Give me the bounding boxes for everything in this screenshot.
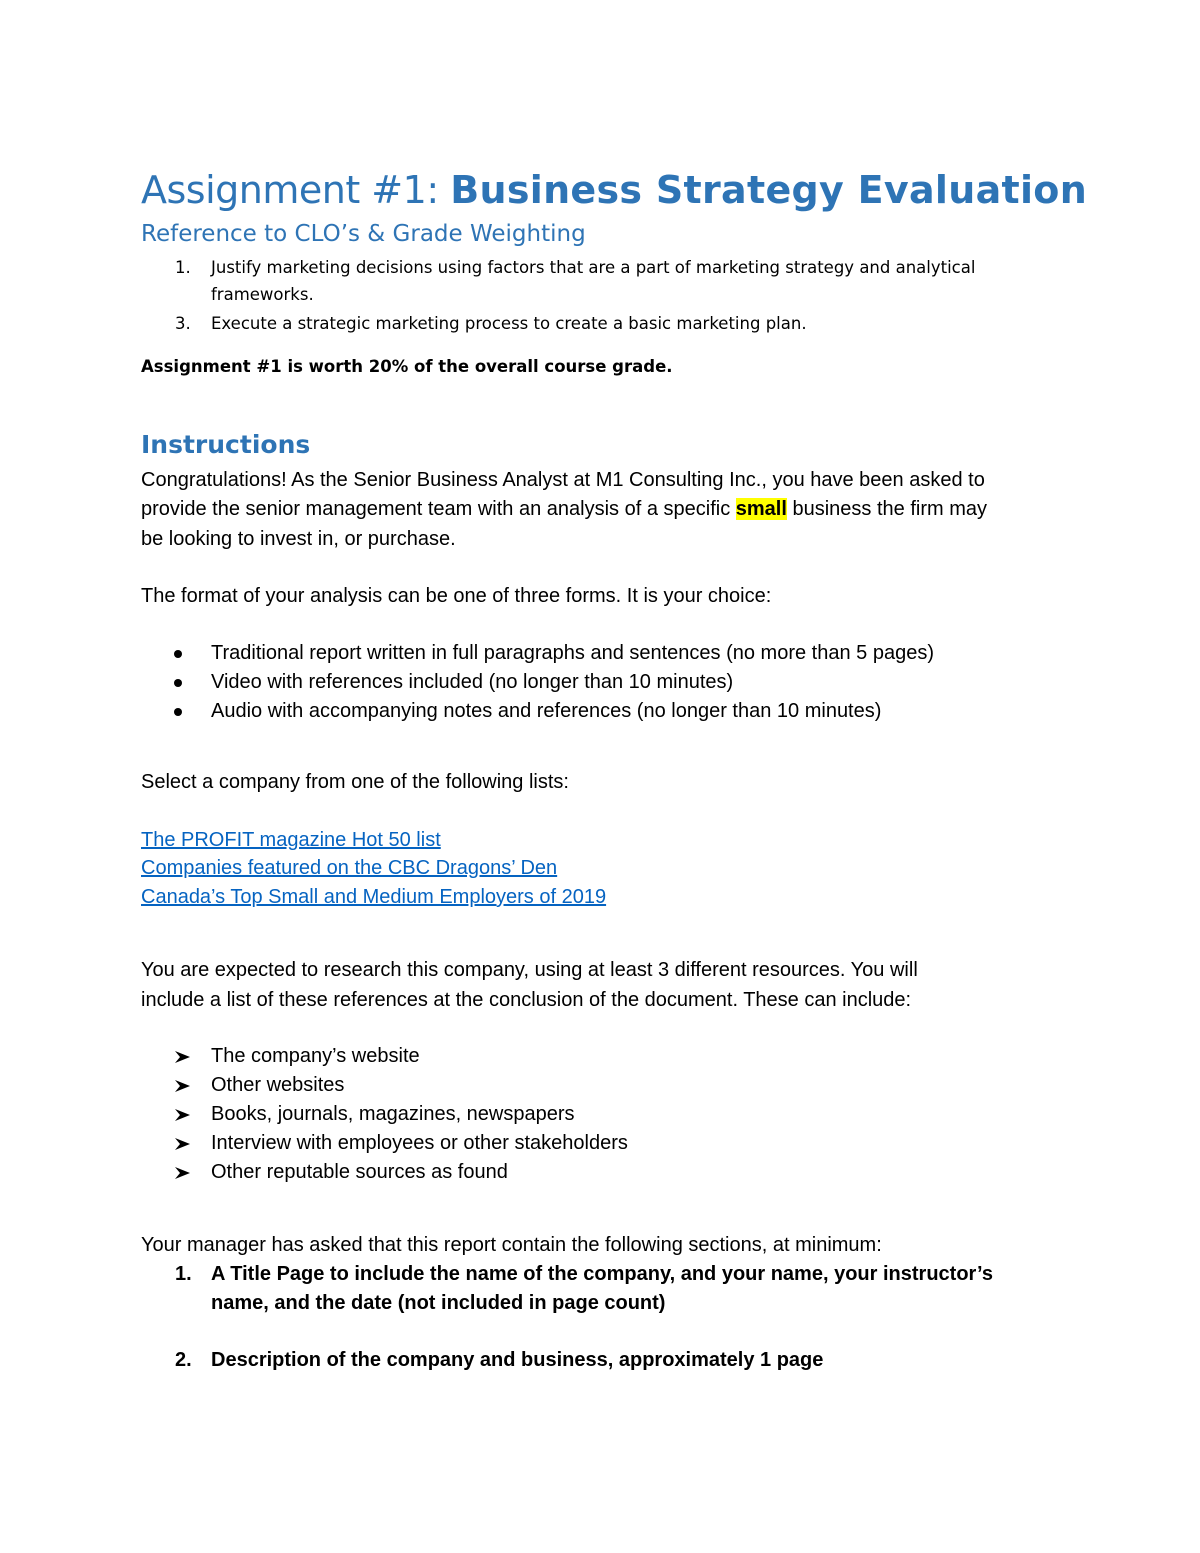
resource-item: Other reputable sources as found xyxy=(211,1161,508,1183)
sections-intro: Your manager has asked that this report contain the following sections, at minimum: xyxy=(141,1234,882,1256)
bullet-icon xyxy=(174,650,182,658)
section-text: name, and the date (not included in page count) xyxy=(211,1292,666,1314)
intro-line: be looking to invest in, or purchase. xyxy=(141,528,456,550)
section-number: 2. xyxy=(175,1349,192,1371)
format-intro: The format of your analysis can be one of three forms. It is your choice: xyxy=(141,585,772,607)
format-option: Audio with accompanying notes and references (no longer than 10 minutes) xyxy=(211,700,882,722)
arrow-bullet-icon xyxy=(174,1166,192,1180)
clo-number: 3. xyxy=(175,314,191,333)
resource-item: Other websites xyxy=(211,1074,345,1096)
clo-heading: Reference to CLO’s & Grade Weighting xyxy=(141,221,586,247)
highlighted-word: small xyxy=(735,498,787,520)
format-option: Traditional report written in full paragraphs and sentences (no more than 5 pages) xyxy=(211,642,934,664)
bullet-icon xyxy=(174,708,182,716)
intro-text: business the firm may xyxy=(786,498,987,520)
clo-number: 1. xyxy=(175,258,191,277)
clo-text: frameworks. xyxy=(211,285,314,304)
dragons-den-link[interactable]: Companies featured on the CBC Dragons’ Den xyxy=(141,857,558,879)
section-text: A Title Page to include the name of the company, and your name, your instructor’s xyxy=(211,1263,993,1285)
intro-line: Congratulations! As the Senior Business Analyst at M1 Consulting Inc., you have been asked to xyxy=(141,469,985,491)
top-employers-link[interactable]: Canada’s Top Small and Medium Employers of 2019 xyxy=(141,886,607,908)
title-prefix: Assignment #1: xyxy=(141,168,451,212)
clo-text: Execute a strategic marketing process to create a basic marketing plan. xyxy=(211,314,807,333)
profit-hot50-link[interactable]: The PROFIT magazine Hot 50 list xyxy=(141,829,441,851)
resource-item: The company’s website xyxy=(211,1045,420,1067)
section-number: 1. xyxy=(175,1263,192,1285)
resource-item: Books, journals, magazines, newspapers xyxy=(211,1103,575,1125)
clo-text: Justify marketing decisions using factors that are a part of marketing strategy and analytical xyxy=(211,258,976,277)
title-main: Business Strategy Evaluation xyxy=(450,168,1088,212)
resource-item: Interview with employees or other stakeholders xyxy=(211,1132,628,1154)
bullet-icon xyxy=(174,679,182,687)
research-line: You are expected to research this company, using at least 3 different resources. You will xyxy=(141,959,918,981)
arrow-bullet-icon xyxy=(174,1137,192,1151)
section-text: Description of the company and business, approximately 1 page xyxy=(211,1349,824,1371)
arrow-bullet-icon xyxy=(174,1079,192,1093)
research-line: include a list of these references at the conclusion of the document. These can include: xyxy=(141,989,912,1011)
select-intro: Select a company from one of the following lists: xyxy=(141,771,569,793)
grade-weight-statement: Assignment #1 is worth 20% of the overall course grade. xyxy=(141,357,673,376)
format-option: Video with references included (no longer than 10 minutes) xyxy=(211,671,734,693)
intro-text: provide the senior management team with an analysis of a specific xyxy=(141,498,736,520)
arrow-bullet-icon xyxy=(174,1050,192,1064)
instructions-heading: Instructions xyxy=(141,430,311,459)
arrow-bullet-icon xyxy=(174,1108,192,1122)
page-title xyxy=(141,168,1087,212)
intro-line xyxy=(141,498,987,521)
